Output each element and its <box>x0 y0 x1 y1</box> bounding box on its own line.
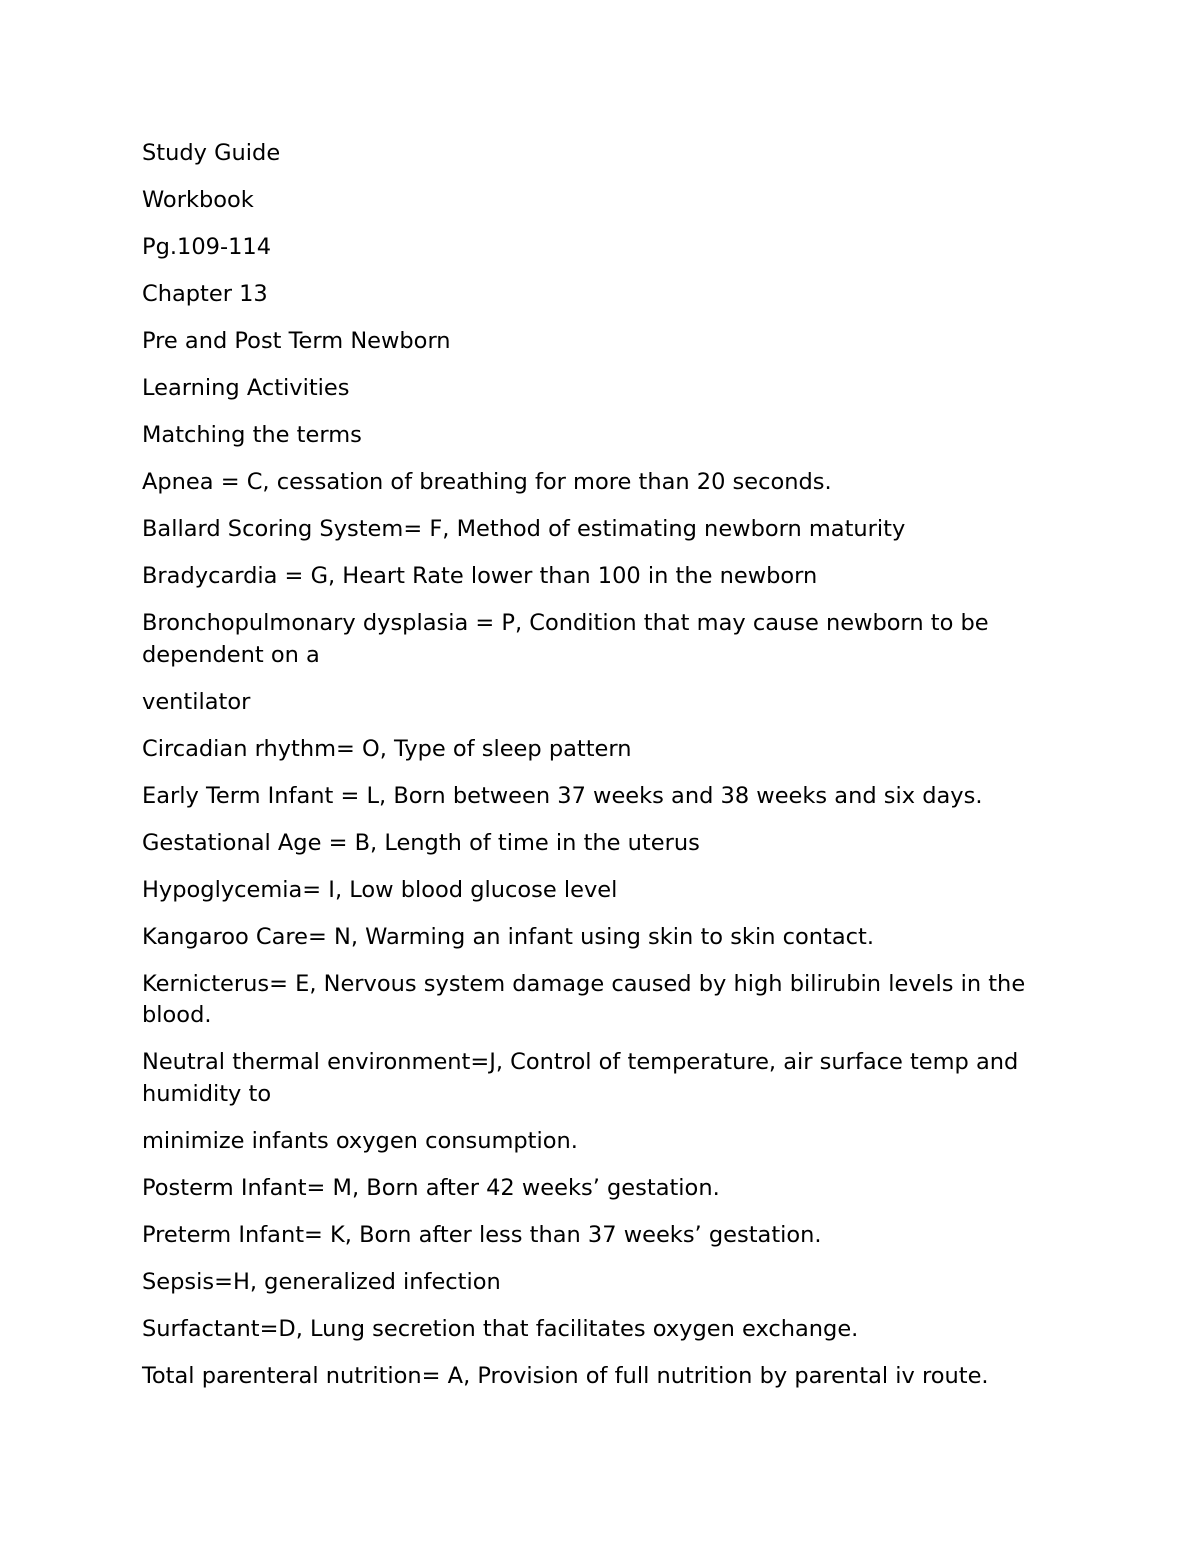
doc-chapter: Chapter 13 <box>142 281 268 307</box>
term-line: Sepsis=H, generalized infection <box>142 1268 501 1295</box>
doc-section-heading: Learning Activities <box>142 375 350 401</box>
doc-page-range: Pg.109-114 <box>142 234 272 260</box>
term-line: Kangaroo Care= N, Warming an infant using skin to skin contact. <box>142 923 874 950</box>
term-line: Surfactant=D, Lung secretion that facilitates oxygen exchange. <box>142 1315 859 1342</box>
document-body <box>142 138 1062 1408</box>
doc-title: Study Guide <box>142 140 281 166</box>
term-line: Preterm Infant= K, Born after less than 37 weeks’ gestation. <box>142 1221 822 1248</box>
doc-subsection-heading: Matching the terms <box>142 422 362 448</box>
term-line: Hypoglycemia= I, Low blood glucose level <box>142 876 618 903</box>
term-line: Apnea = C, cessation of breathing for more than 20 seconds. <box>142 469 832 495</box>
doc-chapter-title: Pre and Post Term Newborn <box>142 328 451 354</box>
term-line: Early Term Infant = L, Born between 37 weeks and 38 weeks and six days. <box>142 782 983 809</box>
term-line: Bronchopulmonary dysplasia = P, Condition that may cause newborn to be dependent on a <box>142 610 989 668</box>
term-line: Neutral thermal environment=J, Control of temperature, air surface temp and humidity to <box>142 1049 1019 1107</box>
term-line-continuation: minimize infants oxygen consumption. <box>142 1127 578 1154</box>
term-line: Gestational Age = B, Length of time in the uterus <box>142 829 700 856</box>
term-line-continuation: ventilator <box>142 688 251 715</box>
term-line: Posterm Infant= M, Born after 42 weeks’ gestation. <box>142 1174 720 1201</box>
term-line: Kernicterus= E, Nervous system damage caused by high bilirubin levels in the blood. <box>142 970 1026 1028</box>
term-line: Circadian rhythm= O, Type of sleep pattern <box>142 735 632 762</box>
term-line: Total parenteral nutrition= A, Provision of full nutrition by parental iv route. <box>142 1362 989 1389</box>
term-line: Ballard Scoring System= F, Method of estimating newborn maturity <box>142 516 906 542</box>
doc-subtitle-workbook: Workbook <box>142 187 254 213</box>
term-line: Bradycardia = G, Heart Rate lower than 100 in the newborn <box>142 563 818 589</box>
